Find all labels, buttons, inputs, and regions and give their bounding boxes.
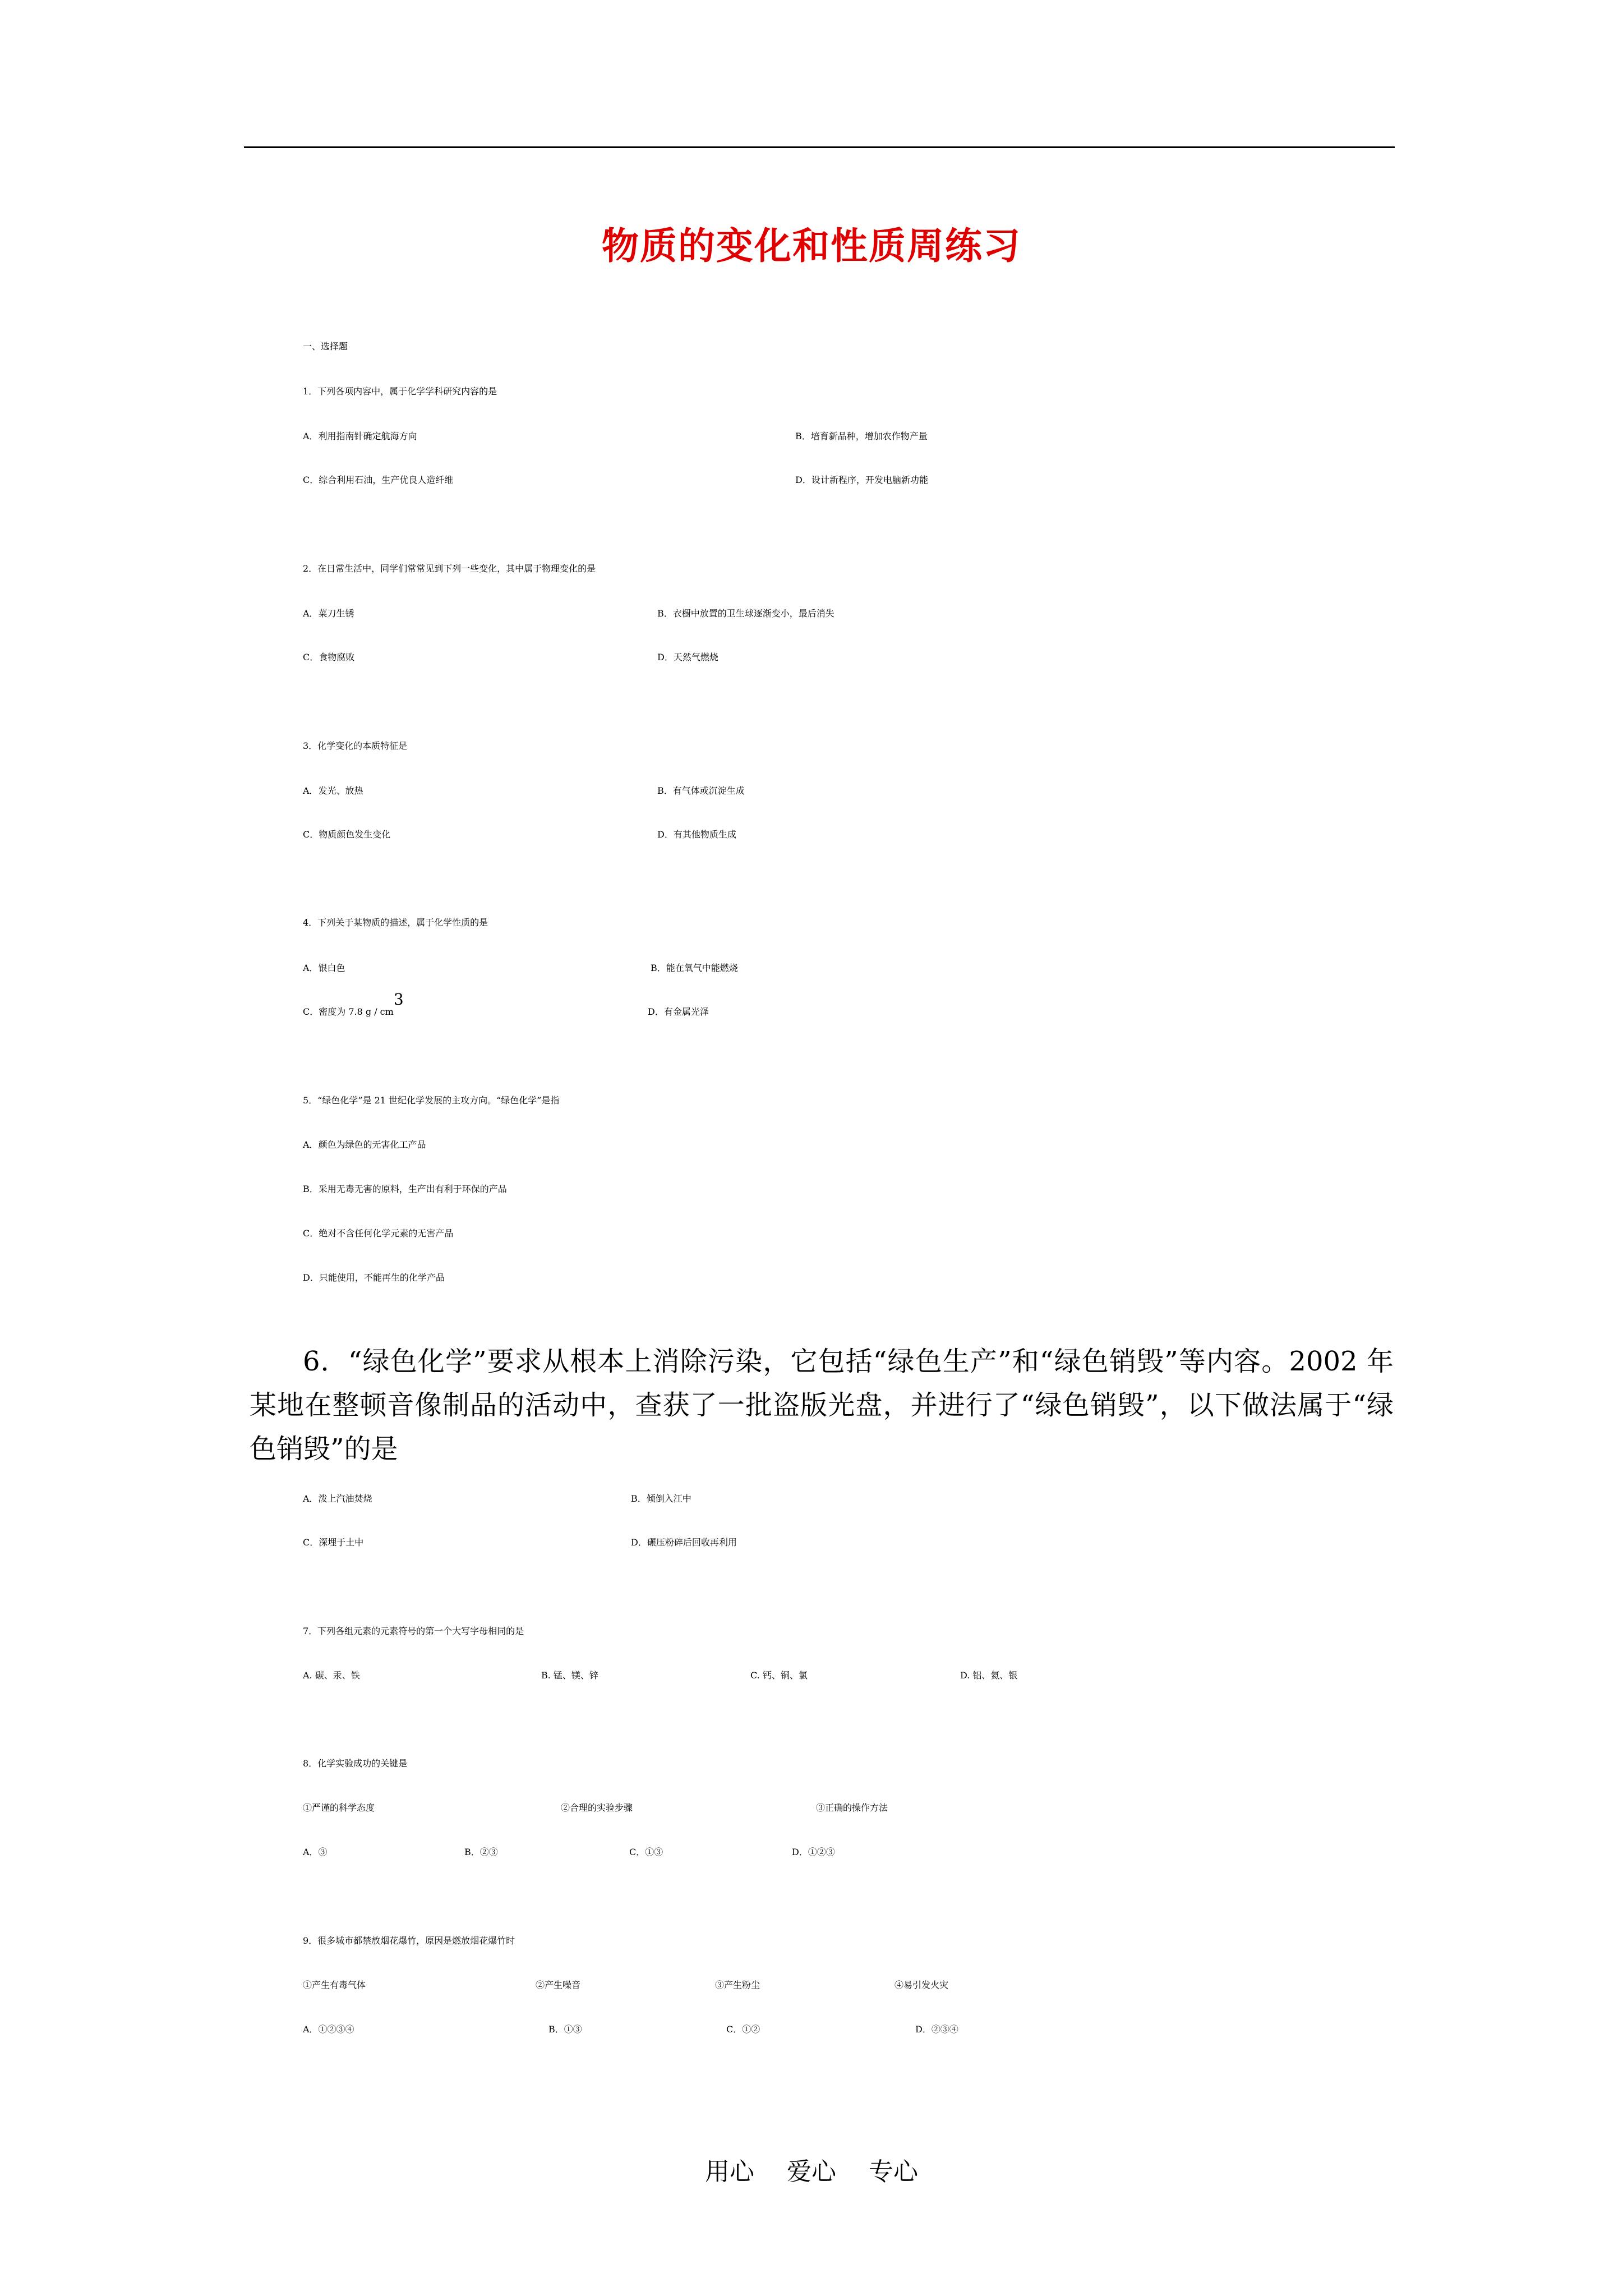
question-6-option-b: B．倾倒入江中 xyxy=(631,1493,691,1504)
footer-text-3: 专心 xyxy=(869,2157,918,2186)
question-1-option-d: D．设计新程序，开发电脑新功能 xyxy=(795,475,928,485)
question-2-option-d: D．天然气燃烧 xyxy=(657,652,718,662)
question-6-stem: 6．“绿色化学”要求从根本上消除污染，它包括“绿色生产”和“绿色销毁”等内容。2002 年某地在整顿音像制品的活动中，查获了一批盗版光盘，并进行了“绿色销毁”，以下做法属于“绿色销毁”的是 xyxy=(250,1346,1394,1465)
question-3-option-d: D．有其他物质生成 xyxy=(657,829,736,840)
question-9-stem: 9．很多城市都禁放烟花爆竹，原因是燃放烟花爆竹时 xyxy=(303,1935,515,1946)
question-7-option-c: C. 钙、铜、氯 xyxy=(750,1670,808,1681)
question-4-option-c-text: C．密度为 7.8 g / cm xyxy=(303,1006,394,1017)
page-footer xyxy=(0,2151,1623,2187)
question-9-option-c: C．①② xyxy=(726,2024,760,2035)
question-2-option-c: C．食物腐败 xyxy=(303,652,355,662)
question-4-option-b: B．能在氧气中能燃烧 xyxy=(651,963,738,973)
question-3-option-c: C．物质颜色发生变化 xyxy=(303,829,391,840)
question-8-option-c: C．①③ xyxy=(629,1847,663,1857)
question-9-item-2: ②产生噪音 xyxy=(536,1980,581,1990)
question-3-option-a: A．发光、放热 xyxy=(303,785,363,796)
cubic-superscript: 3 xyxy=(393,990,404,1009)
footer-text-2: 爱心 xyxy=(787,2157,836,2186)
question-4-option-d: D．有金属光泽 xyxy=(648,1006,709,1017)
question-8-item-2: ②合理的实验步骤 xyxy=(561,1802,633,1813)
question-6-option-d: D．碾压粉碎后回收再利用 xyxy=(631,1537,737,1548)
question-8-item-1: ①严谨的科学态度 xyxy=(303,1802,375,1813)
question-5-option-d: D．只能使用，不能再生的化学产品 xyxy=(303,1272,445,1283)
question-9-item-3: ③产生粉尘 xyxy=(715,1980,760,1990)
question-2-option-a: A．菜刀生锈 xyxy=(303,608,354,619)
header-rule xyxy=(244,146,1395,148)
question-9-item-4: ④易引发火灾 xyxy=(895,1980,949,1990)
question-4-option-c xyxy=(303,990,404,1029)
question-1-option-b: B．培育新品种，增加农作物产量 xyxy=(795,431,928,441)
question-1-option-a: A．利用指南针确定航海方向 xyxy=(303,431,417,441)
question-6-option-a: A．泼上汽油焚烧 xyxy=(303,1493,372,1504)
question-8-option-d: D．①②③ xyxy=(792,1847,835,1857)
question-7-stem: 7．下列各组元素的元素符号的第一个大写字母相同的是 xyxy=(303,1626,524,1636)
question-1-option-c: C．综合利用石油，生产优良人造纤维 xyxy=(303,475,454,485)
question-7-option-b: B. 锰、镁、锌 xyxy=(541,1670,598,1681)
question-8-option-b: B．②③ xyxy=(464,1847,498,1857)
question-5-option-c: C．绝对不含任何化学元素的无害产品 xyxy=(303,1228,454,1239)
question-4-stem: 4．下列关于某物质的描述，属于化学性质的是 xyxy=(303,917,488,928)
question-5-option-b: B．采用无毒无害的原料，生产出有利于环保的产品 xyxy=(303,1184,507,1194)
question-2-option-b: B．衣橱中放置的卫生球逐渐变小，最后消失 xyxy=(657,608,834,619)
question-1-stem: 1．下列各项内容中，属于化学学科研究内容的是 xyxy=(303,386,497,397)
page-title: 物质的变化和性质周练习 xyxy=(602,224,1021,268)
question-8-stem: 8．化学实验成功的关键是 xyxy=(303,1758,408,1769)
section-heading: 一、选择题 xyxy=(303,341,348,352)
question-5-stem: 5．“绿色化学”是 21 世纪化学发展的主攻方向。“绿色化学”是指 xyxy=(303,1095,560,1106)
question-5-option-a: A．颜色为绿色的无害化工产品 xyxy=(303,1139,426,1150)
question-4-option-a: A．银白色 xyxy=(303,963,345,973)
question-8-option-a: A．③ xyxy=(303,1847,328,1857)
question-6-option-c: C．深埋于土中 xyxy=(303,1537,364,1548)
question-7-option-a: A. 碳、汞、铁 xyxy=(303,1670,360,1681)
question-7-option-d: D. 铝、氦、银 xyxy=(960,1670,1018,1681)
question-9-option-d: D．②③④ xyxy=(915,2024,958,2035)
footer-text-1: 用心 xyxy=(705,2157,754,2186)
question-2-stem: 2．在日常生活中，同学们常常见到下列一些变化，其中属于物理变化的是 xyxy=(303,563,596,574)
question-8-item-3: ③正确的操作方法 xyxy=(816,1802,888,1813)
question-9-item-1: ①产生有毒气体 xyxy=(303,1980,366,1990)
question-9-option-b: B．①③ xyxy=(548,2024,582,2035)
question-3-stem: 3．化学变化的本质特征是 xyxy=(303,740,408,751)
question-9-option-a: A．①②③④ xyxy=(303,2024,354,2035)
question-3-option-b: B．有气体或沉淀生成 xyxy=(657,785,745,796)
